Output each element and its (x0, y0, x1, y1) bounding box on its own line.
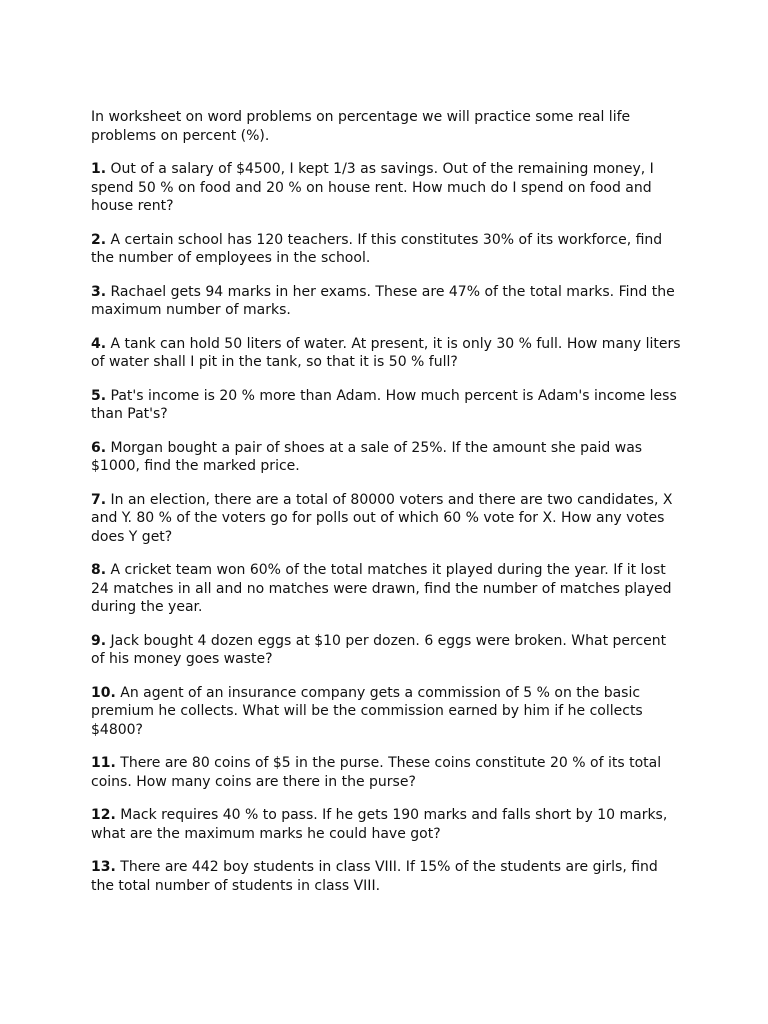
problem-text: There are 442 boy students in class VIII. If 15% of the students are girls, find the total number of students in class VIII. (91, 859, 658, 894)
problem-number: 10. (91, 684, 116, 701)
problem-number: 6. (91, 439, 107, 456)
problem-text: Out of a salary of $4500, I kept 1/3 as savings. Out of the remaining money, I spend 50 % on food and 20 % on house rent. How much do I spend on food and house rent? (91, 161, 654, 214)
problem-number: 11. (91, 755, 116, 771)
problem-12 (91, 806, 681, 843)
problem-number: 4. (91, 335, 107, 352)
problem-2 (91, 231, 681, 268)
problem-text: Jack bought 4 dozen eggs at $10 per dozen. 6 eggs were broken. What percent of his money goes waste? (91, 632, 667, 667)
problem-9 (91, 632, 681, 669)
problem-text: Morgan bought a pair of shoes at a sale of 25%. If the amount she paid was $1000, find the marked price. (91, 439, 643, 474)
problem-1 (91, 160, 681, 216)
problem-text: Pat's income is 20 % more than Adam. How much percent is Adam's income less than Pat's? (91, 387, 677, 422)
problem-10 (91, 684, 681, 740)
problem-number: 3. (91, 283, 107, 300)
problem-5 (91, 387, 681, 424)
intro-paragraph: In worksheet on word problems on percentage we will practice some real life problems on percent (%). (91, 109, 631, 144)
problem-text: Rachael gets 94 marks in her exams. These are 47% of the total marks. Find the maximum number of marks. (91, 283, 675, 318)
problem-number: 13. (91, 859, 116, 875)
problem-text: A tank can hold 50 liters of water. At present, it is only 30 % full. How many liters of water shall I pit in the tank, so that it is 50 % full? (91, 335, 681, 370)
problem-text: A certain school has 120 teachers. If this constitutes 30% of its workforce, find the number of employees in the school. (91, 231, 663, 266)
problem-number: 9. (91, 632, 107, 649)
problem-3 (91, 283, 681, 320)
problem-8 (91, 561, 681, 617)
problem-13 (91, 858, 681, 895)
problem-text: In an election, there are a total of 80000 voters and there are two candidates, X and Y. 80 % of the voters go for polls out of which 60 % vote for X. How any votes does Y get? (91, 491, 673, 545)
problem-number: 1. (91, 161, 107, 177)
problem-number: 8. (91, 562, 107, 578)
problem-number: 7. (91, 491, 107, 508)
problem-6 (91, 439, 681, 476)
problem-11 (91, 754, 681, 791)
problem-4 (91, 335, 681, 372)
problem-text: A cricket team won 60% of the total matches it played during the year. If it lost 24 matches in all and no matches were drawn, find the number of matches played during the year. (91, 562, 672, 615)
problem-number: 12. (91, 807, 116, 823)
problem-text: There are 80 coins of $5 in the purse. These coins constitute 20 % of its total coins. How many coins are there in the purse? (91, 755, 662, 790)
worksheet-page (91, 108, 681, 910)
problem-number: 2. (91, 231, 107, 248)
problem-number: 5. (91, 387, 107, 404)
problem-text: An agent of an insurance company gets a commission of 5 % on the basic premium he collects. What will be the commission earned by him if he collects $4800? (91, 684, 643, 738)
problem-text: Mack requires 40 % to pass. If he gets 190 marks and falls short by 10 marks, what are the maximum marks he could have got? (91, 807, 668, 842)
problem-7 (91, 491, 681, 547)
